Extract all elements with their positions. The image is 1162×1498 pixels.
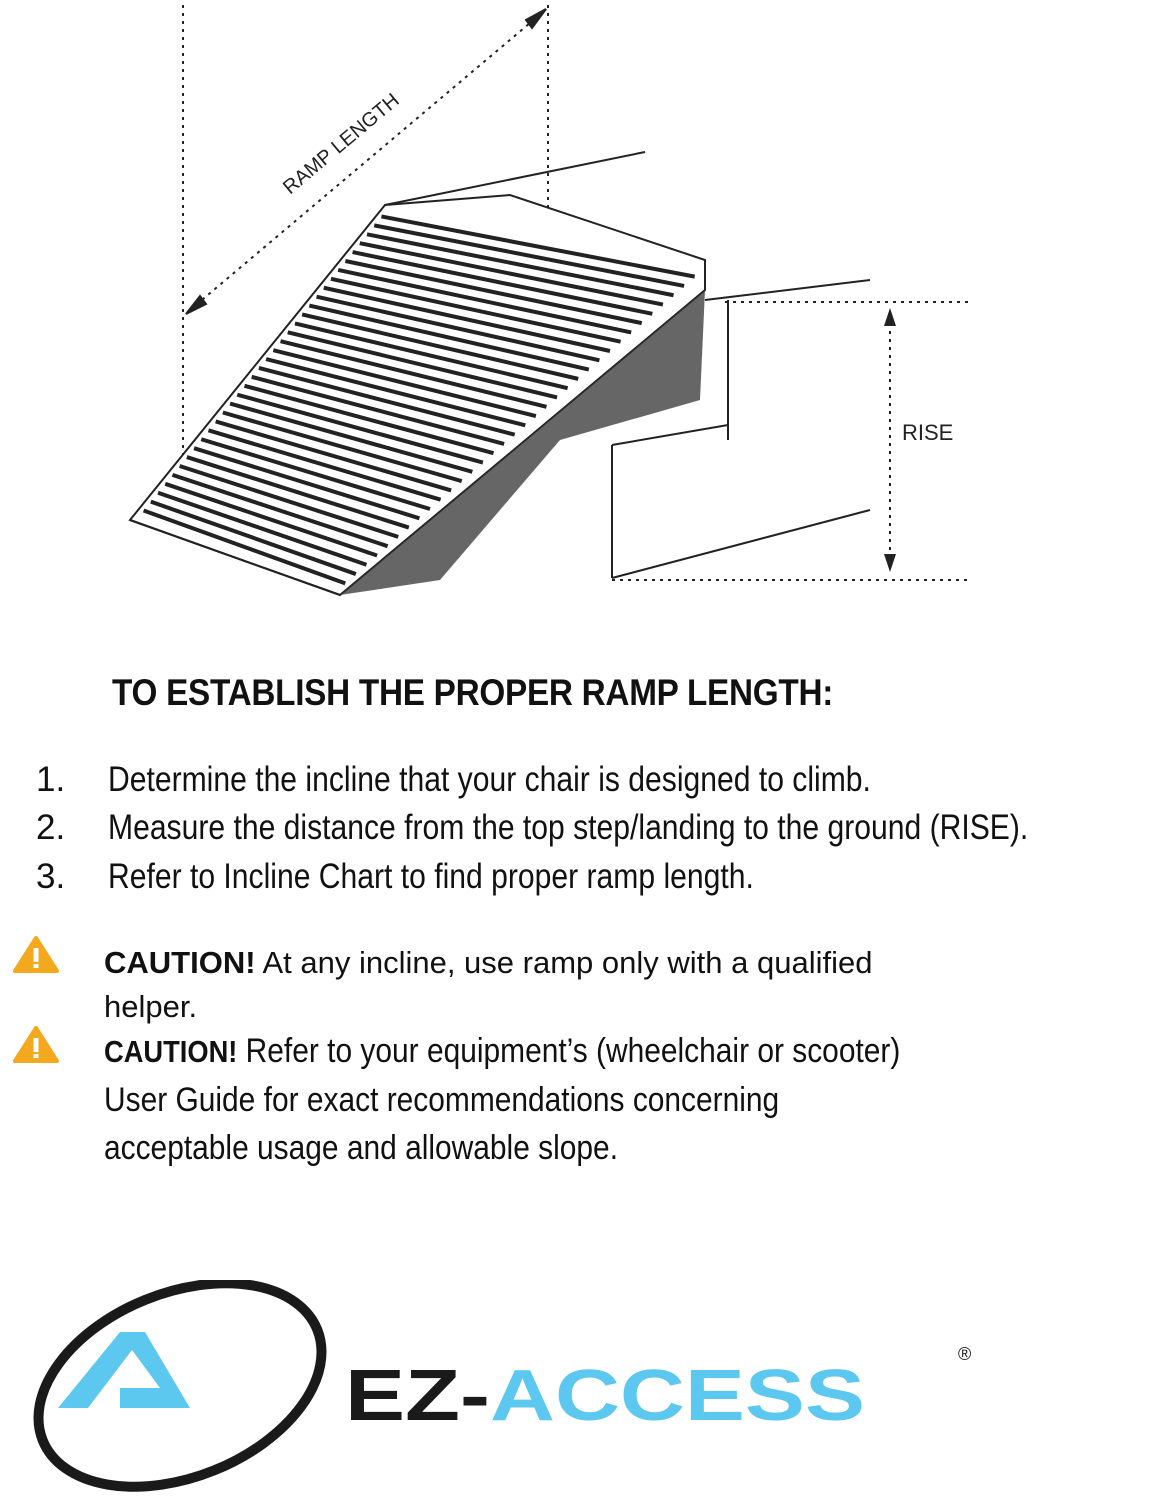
svg-text:EZ-ACCESS — [345, 1356, 865, 1436]
caution-text: User Guide for exact recommendations concerning — [104, 1081, 780, 1119]
step-number: 1. — [36, 760, 66, 799]
ramp-diagram — [0, 0, 1162, 640]
caution-label: CAUTION! — [104, 945, 256, 980]
logo-text-access: ACCESS — [489, 1355, 865, 1436]
caution-text: helper. — [104, 989, 198, 1024]
warning-triangle-icon — [12, 1025, 60, 1065]
caution-text: acceptable usage and allowable slope. — [104, 1129, 619, 1167]
step-number: 2. — [36, 808, 66, 847]
rise-label: RISE — [902, 420, 954, 445]
logo-text-ez: EZ- — [345, 1355, 490, 1436]
page-heading: TO ESTABLISH THE PROPER RAMP LENGTH: — [112, 672, 834, 713]
step-number: 3. — [36, 857, 66, 896]
step-text: Refer to Incline Chart to find proper ramp length. — [108, 857, 754, 896]
caution-label: CAUTION! — [104, 1034, 238, 1069]
warning-triangle-icon — [12, 935, 60, 975]
step-text: Determine the incline that your chair is designed to climb. — [108, 760, 871, 799]
ez-access-logo — [20, 1280, 1000, 1495]
caution-note — [104, 1027, 1054, 1172]
registered-mark: ® — [958, 1344, 972, 1364]
step-text: Measure the distance from the top step/landing to the ground (RISE). — [108, 808, 1029, 847]
caution-note — [104, 941, 872, 1029]
ramp-length-label: RAMP LENGTH — [279, 89, 404, 199]
caution-text: At any incline, use ramp only with a qualified — [262, 945, 873, 980]
caution-text: Refer to your equipment’s (wheelchair or scooter) — [245, 1032, 901, 1070]
logo-swoosh — [20, 1280, 352, 1495]
